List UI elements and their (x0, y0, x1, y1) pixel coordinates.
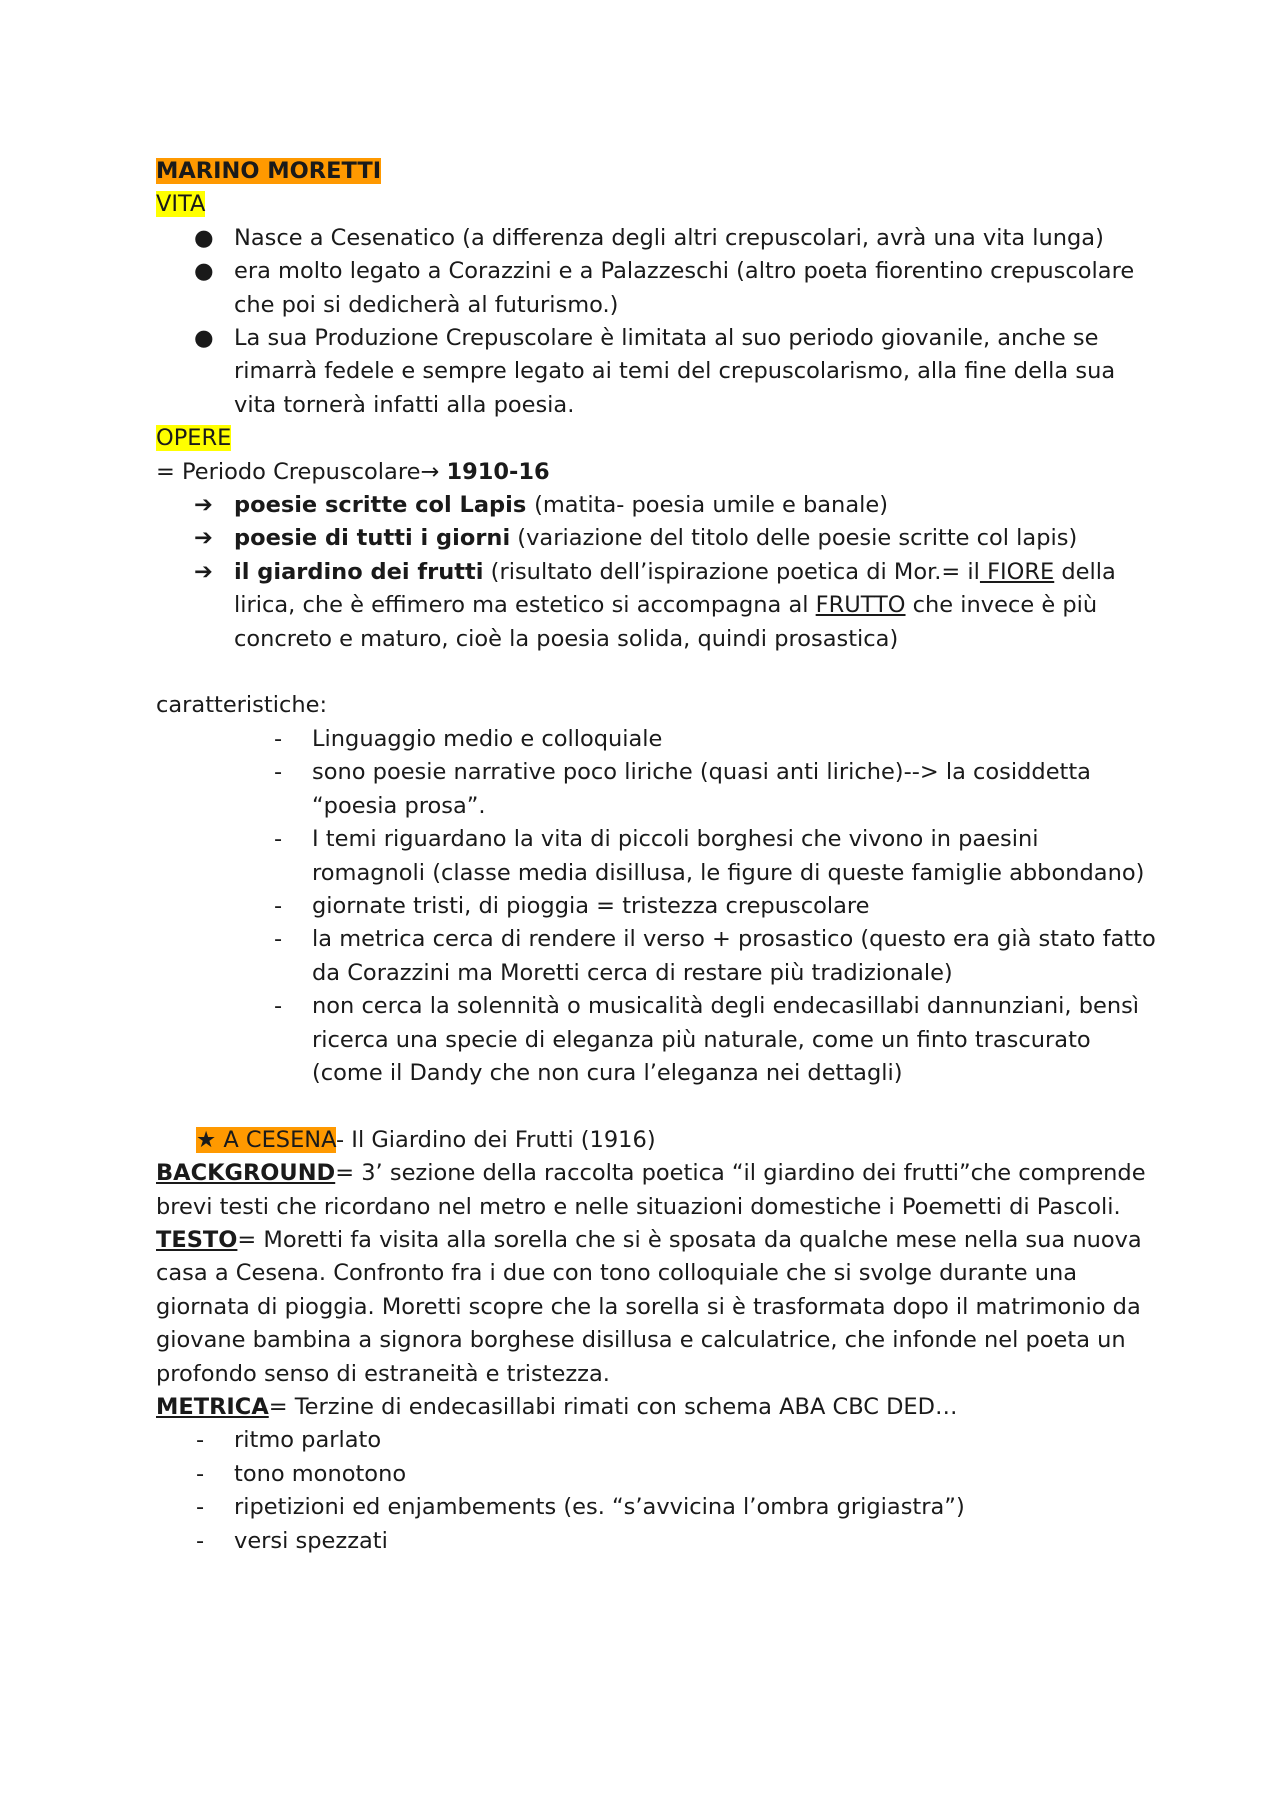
document-page (156, 155, 1156, 1558)
vita-heading: VITA (156, 191, 206, 218)
bullet-icon: ● (194, 325, 214, 352)
title-text: MARINO MORETTI (156, 158, 382, 184)
list-item: ➔ poesie di tutti i giorni (variazione del titolo delle poesie scritte col lapis) (156, 522, 1156, 555)
testo-paragraph: TESTO= Moretti fa visita alla sorella che si è sposata da qualche mese nella sua nuova casa a Cesena. Confronto fra i due con tono colloquiale che si svolge durante una giornata di pioggia. Moretti scopre che la sorella si è trasformata dopo il matrimonio da giovane bambina a signora borghese disillusa e calculatrice, che infonde nel poeta un profondo senso di estraneità e tristezza. (156, 1226, 1142, 1387)
metrica-list (156, 1424, 1156, 1558)
list-item: - tono monotono (196, 1460, 407, 1487)
list-item: - la metrica cerca di rendere il verso + prosastico (questo era già stato fatto da Corazzini ma Moretti cerca di restare più tradizionale) (274, 926, 1156, 986)
cesena-heading: ★ A CESENA- Il Giardino dei Frutti (1916) (196, 1126, 656, 1153)
spacer (156, 1090, 1156, 1123)
caratteristiche-list (156, 723, 1156, 1090)
background-paragraph: BACKGROUND= 3’ sezione della raccolta poetica “il giardino dei frutti”che comprende brevi testi che ricordano nel metro e nelle situazioni domestiche i Poemetti di Pascoli. (156, 1160, 1146, 1220)
arrow-icon: ➔ (194, 558, 213, 585)
list-item: ● La sua Produzione Crepuscolare è limitata al suo periodo giovanile, anche se rimarrà fedele e sempre legato ai temi del crepuscolarismo, alla fine della sua vita tornerà infatti alla poesia. (156, 322, 1156, 422)
list-item: ● Nasce a Cesenatico (a differenza degli altri crepuscolari, avrà una vita lunga) (156, 222, 1156, 255)
bullet-icon: ● (194, 224, 214, 251)
list-item: - ritmo parlato (196, 1427, 382, 1454)
star-icon: ★ (196, 1126, 217, 1153)
spacer (156, 656, 1156, 689)
list-item: - non cerca la solennità o musicalità degli endecasillabi dannunziani, bensì ricerca una specie di eleganza più naturale, come un finto trascurato (come il Dandy che non cura l’eleganza nei dettagli) (274, 993, 1140, 1086)
list-item: - giornate tristi, di pioggia = tristezza crepuscolare (274, 892, 870, 919)
list-item: - sono poesie narrative poco liriche (quasi anti liriche)--> la cosiddetta “poesia prosa”. (274, 759, 1091, 819)
arrow-icon: ➔ (194, 492, 213, 519)
list-item: ➔ il giardino dei frutti (risultato dell’ispirazione poetica di Mor.= il FIORE della lirica, che è effimero ma estetico si accompagna al FRUTTO che invece è più concreto e maturo, cioè la poesia solida, quindi prosastica) (156, 556, 1156, 656)
vita-list (156, 222, 1156, 422)
opere-heading: OPERE (156, 425, 232, 452)
bullet-icon: ● (194, 258, 214, 285)
list-item: - versi spezzati (196, 1527, 388, 1554)
list-item: ● era molto legato a Corazzini e a Palazzeschi (altro poeta fiorentino crepuscolare che poi si dedicherà al futurismo.) (156, 255, 1156, 322)
opere-list (156, 489, 1156, 656)
metrica-paragraph: METRICA= Terzine di endecasillabi rimati con schema ABA CBC DED… (156, 1394, 958, 1420)
caratteristiche-heading: caratteristiche: (156, 692, 328, 719)
document-title (156, 155, 1156, 188)
arrow-icon: ➔ (194, 525, 213, 552)
list-item: - ripetizioni ed enjambements (es. “s’avvicina l’ombra grigiastra”) (196, 1494, 965, 1521)
list-item: - I temi riguardano la vita di piccoli borghesi che vivono in paesini romagnoli (classe media disillusa, le figure di queste famiglie abbondano) (274, 826, 1145, 886)
list-item: - Linguaggio medio e colloquiale (274, 725, 663, 752)
opere-period: = Periodo Crepuscolare→ 1910-16 (156, 458, 550, 485)
list-item: ➔ poesie scritte col Lapis (matita- poesia umile e banale) (156, 489, 1156, 522)
